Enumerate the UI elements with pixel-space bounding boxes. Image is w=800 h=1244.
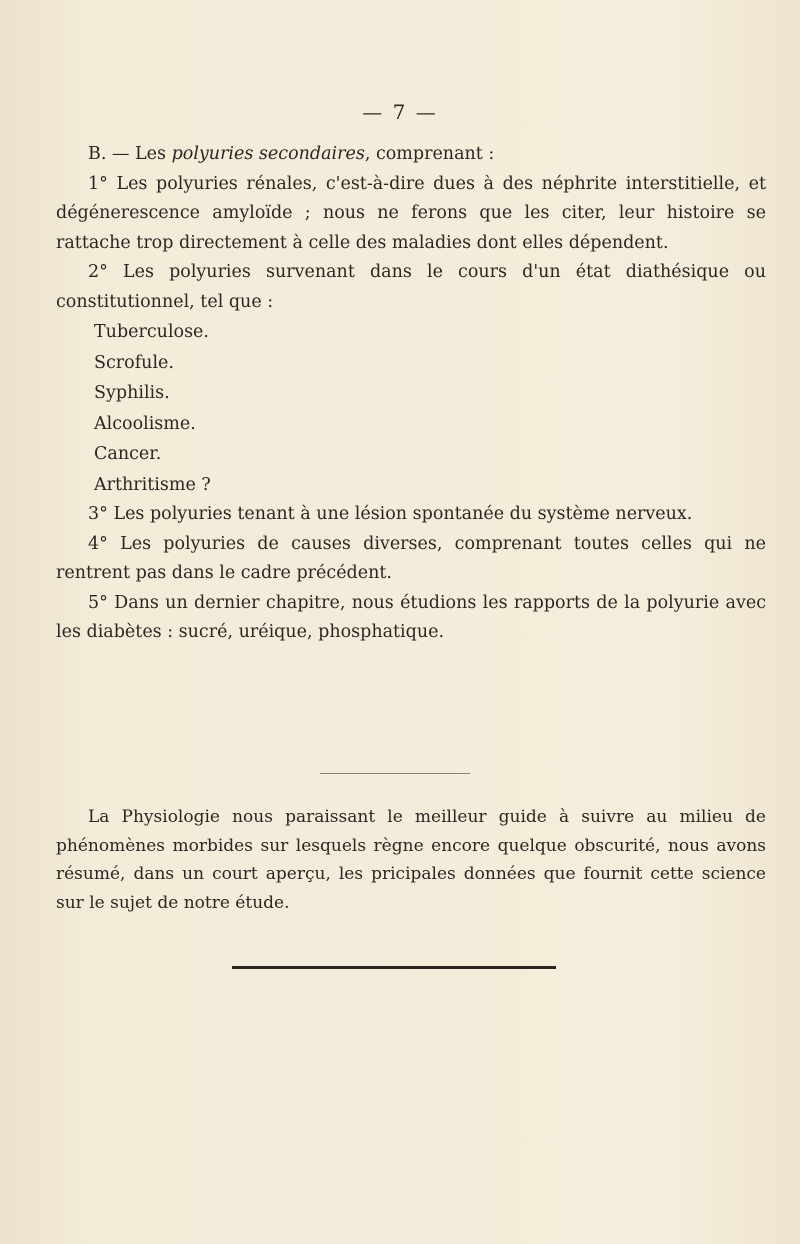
disease-item: Alcoolisme. — [94, 413, 196, 434]
main-text — [56, 140, 766, 648]
item-5: 5° Dans un dernier chapitre, nous étudions les rapports de la polyurie avec les diabètes : sucré, uréique, phosphatique. — [56, 592, 766, 642]
section-b-tail: , comprenant : — [364, 144, 495, 164]
section-divider — [320, 773, 470, 774]
page-number: — 7 — — [362, 100, 438, 124]
disease-list — [56, 317, 766, 500]
disease-item: Arthritisme ? — [94, 474, 211, 495]
disease-item: Scrofule. — [94, 352, 174, 373]
physiology-paragraph: La Physiologie nous paraissant le meilleur guide à suivre au milieu de phénomènes morbides sur lesquels règne encore quelque obscurité, nous avons résumé, dans un court aperçu, les pricipales données que fournit cette science sur le sujet de notre étude. — [56, 807, 766, 913]
item-2: 2° Les polyuries survenant dans le cours d'un état diathésique ou constitutionnel, tel que : — [56, 262, 766, 312]
closing-rule — [232, 966, 556, 969]
section-b-emphasis: polyuries secondaires — [171, 144, 365, 164]
disease-item: Syphilis. — [94, 383, 170, 403]
item-3: 3° Les polyuries tenant à une lésion spontanée du système nerveux. — [88, 504, 693, 524]
item-1: 1° Les polyuries rénales, c'est-à-dire dues à des néphrite interstitielle, et dégénerescence amyloïde ; nous ne ferons que les citer, leur histoire se rattache trop directement à celle des maladies dont elles dépendent. — [56, 173, 766, 253]
section-b-heading — [56, 140, 766, 170]
section-b-lead: B. — Les — [88, 144, 172, 164]
disease-item: Tuberculose. — [94, 322, 209, 342]
item-4: 4° Les polyuries de causes diverses, comprenant toutes celles qui ne rentrent pas dans le cadre précédent. — [56, 533, 766, 583]
disease-item: Cancer. — [94, 444, 162, 464]
